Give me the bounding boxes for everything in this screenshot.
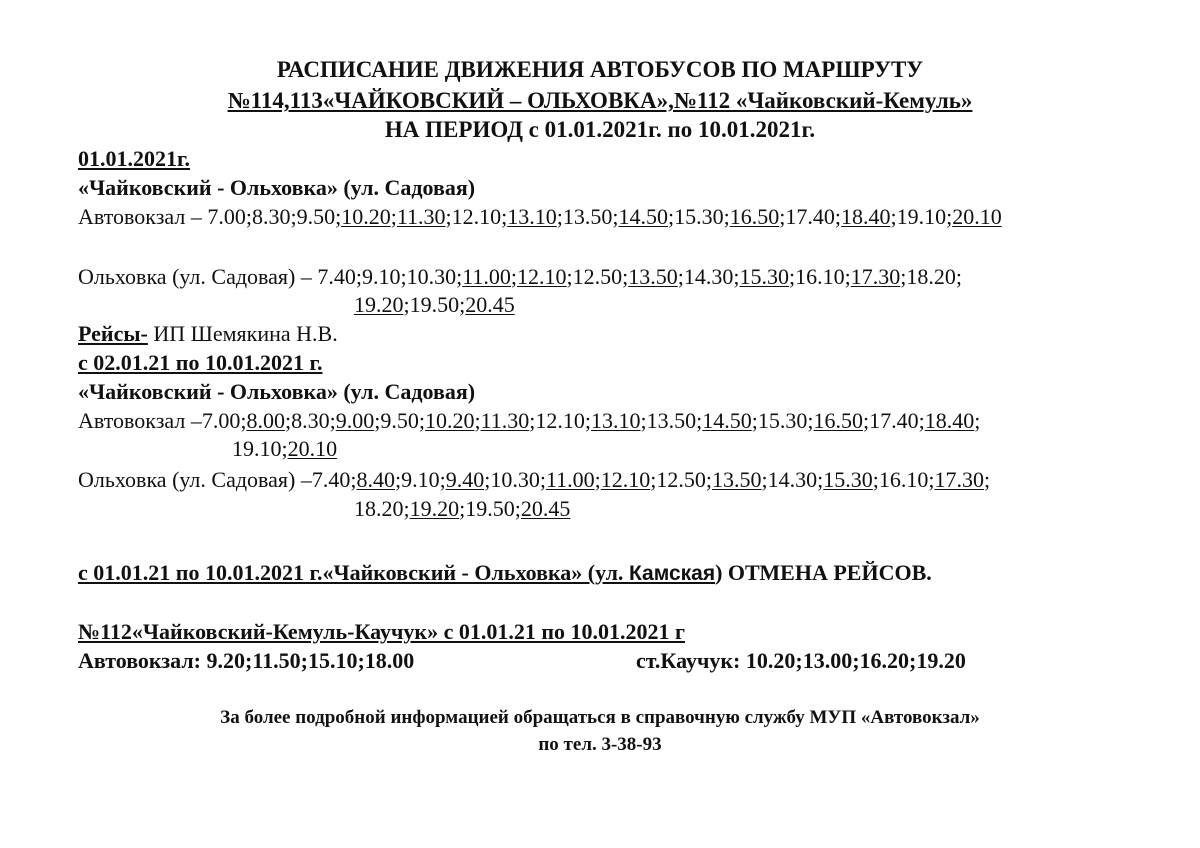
time-entry: 19.10 [896, 204, 947, 229]
time-entry: 12.10 [600, 467, 651, 492]
time-entry: 12.50 [656, 467, 706, 492]
time-entry: 13.50 [646, 408, 697, 433]
section1-depot-times: 7.00;8.30;9.50;10.20;11.30;12.10;13.10;13.50;14.50;15.30;16.50;17.40;18.40;19.10;20.10 [207, 204, 1002, 229]
route112-kauchuk-times: ст.Каучук: 10.20;13.00;16.20;19.20 [636, 648, 966, 673]
time-entry: 11.00 [462, 264, 511, 289]
time-entry: 12.50 [572, 264, 623, 289]
time-entry: 18.40 [841, 204, 891, 229]
section2-date: с 02.01.21 по 10.01.2021 г. [78, 350, 323, 375]
time-entry: 11.30 [396, 204, 446, 229]
cancellation-status: ОТМЕНА РЕЙСОВ. [722, 560, 932, 585]
time-entry: 9.10 [401, 467, 440, 492]
cancellation-bracket: ) [715, 560, 723, 585]
time-entry: 15.30 [757, 408, 808, 433]
time-entry: 16.10 [795, 264, 845, 289]
time-entry: 16.10 [878, 467, 929, 492]
section2-route: «Чайковский - Ольховка» (ул. Садовая) [78, 379, 476, 404]
time-entry: 9.00 [335, 408, 375, 433]
time-entry: 13.50 [562, 204, 613, 229]
section1-route: «Чайковский - Ольховка» (ул. Садовая) [78, 175, 476, 200]
time-entry: 9.10 [361, 264, 401, 289]
section1-carrier [78, 323, 338, 345]
time-entry: 10.30 [490, 467, 540, 492]
section1-depot-prefix: Автовокзал – [78, 204, 208, 229]
time-entry: 7.40 [311, 467, 351, 492]
section1-olkhovka-prefix: Ольховка (ул. Садовая) – [78, 264, 318, 289]
time-entry: 13.50 [628, 264, 678, 289]
time-entry: 20.45 [465, 292, 515, 317]
time-entry: 17.40 [785, 204, 835, 229]
header-title: РАСПИСАНИЕ ДВИЖЕНИЯ АВТОБУСОВ ПО МАРШРУТУ [276, 57, 924, 82]
time-entry: 13.50 [712, 467, 762, 492]
cancellation-period: с 01.01.21 по 10.01.2021 г.«Чайковский - Ольховка» (ул. [78, 560, 629, 585]
time-entry: 20.10 [952, 204, 1002, 229]
time-entry: 19.20 [354, 292, 404, 317]
section1-olkhovka-times-1: 7.40;9.10;10.30;11.00;12.10;12.50;13.50;14.30;15.30;16.10;17.30;18.20; [317, 264, 963, 289]
section2-olkhovka-times-1: 7.40;8.40;9.10;9.40;10.30;11.00;12.10;12.50;13.50;14.30;15.30;16.10;17.30; [311, 467, 991, 492]
time-entry: 19.10 [232, 436, 282, 461]
section2-olkhovka-line2 [354, 498, 570, 520]
time-entry: 19.50 [409, 292, 460, 317]
time-entry: 10.20 [424, 408, 475, 433]
time-entry: 9.50 [380, 408, 419, 433]
time-entry: 7.00 [207, 204, 246, 229]
time-entry: 7.40 [317, 264, 356, 289]
time-entry: 19.50 [465, 496, 515, 521]
section2-olkhovka-times-2: 18.20;19.20;19.50;20.45 [354, 496, 571, 521]
section2-depot-line1 [78, 410, 980, 432]
route112-depot-times: Автовокзал: 9.20;11.50;15.10;18.00 [78, 648, 415, 673]
time-entry: 13.10 [591, 408, 641, 433]
time-entry: 13.10 [507, 204, 557, 229]
time-entry: 11.00 [545, 467, 595, 492]
time-entry: 14.50 [702, 408, 752, 433]
time-entry: 17.30 [850, 264, 901, 289]
section2-olkhovka-line1 [78, 469, 990, 491]
time-entry: 9.50 [296, 204, 336, 229]
time-entry: 20.10 [287, 436, 338, 461]
time-entry: 19.20 [409, 496, 460, 521]
section1-olkhovka-line1 [78, 266, 962, 288]
time-entry: 7.00 [201, 408, 241, 433]
time-entry: 18.20 [354, 496, 404, 521]
time-entry: 15.30 [674, 204, 724, 229]
time-entry: 16.50 [729, 204, 780, 229]
time-entry: 17.40 [869, 408, 919, 433]
section2-depot-times-1: 7.00;8.00;8.30;9.00;9.50;10.20;11.30;12.10;13.10;13.50;14.50;15.30;16.50;17.40;18.40; [201, 408, 981, 433]
cancellation-notice [78, 562, 932, 584]
time-entry: 8.30 [291, 408, 330, 433]
time-entry: 10.20 [341, 204, 391, 229]
carrier-label: Рейсы- [78, 321, 148, 346]
time-entry: 16.50 [813, 408, 864, 433]
section1-olkhovka-times-2: 19.20;19.50;20.45 [354, 292, 515, 317]
time-entry: 15.30 [823, 467, 873, 492]
time-entry: 18.40 [924, 408, 975, 433]
footer-info: За более подробной информацией обращаться в справочную службу МУП «Автовокзал» [220, 707, 980, 728]
section1-olkhovka-line2 [354, 294, 515, 316]
time-entry: 15.30 [739, 264, 790, 289]
section2-olkhovka-prefix: Ольховка (ул. Садовая) – [78, 467, 312, 492]
header-routes-text: №114,113«ЧАЙКОВСКИЙ – ОЛЬХОВКА»,№112 «Чайковский-Кемуль» [227, 88, 973, 113]
time-entry: 17.30 [934, 467, 985, 492]
section2-depot-times-2: 19.10;20.10 [232, 436, 338, 461]
time-entry: 8.40 [356, 467, 395, 492]
time-entry: 12.10 [535, 408, 585, 433]
time-entry: 8.30 [251, 204, 291, 229]
section2-depot-prefix: Автовокзал – [78, 408, 202, 433]
time-entry: 12.10 [517, 264, 567, 289]
time-entry: 14.50 [618, 204, 669, 229]
section2-depot-line2 [232, 438, 337, 460]
time-entry: 11.30 [480, 408, 530, 433]
time-entry: 10.30 [406, 264, 457, 289]
time-entry: 20.45 [520, 496, 571, 521]
footer-phone: по тел. 3-38-93 [538, 734, 662, 755]
time-entry: 14.30 [683, 264, 734, 289]
header-period: НА ПЕРИОД с 01.01.2021г. по 10.01.2021г. [384, 117, 816, 142]
time-entry: 12.10 [451, 204, 502, 229]
section1-date: 01.01.2021г. [78, 146, 191, 171]
time-entry: 8.00 [246, 408, 285, 433]
section1-depot-line [78, 206, 1002, 228]
header-routes [0, 89, 1200, 112]
time-entry: 14.30 [767, 467, 818, 492]
time-entry: 9.40 [445, 467, 485, 492]
carrier-name: ИП Шемякина Н.В. [147, 321, 338, 346]
route112-title: №112«Чайковский-Кемуль-Каучук» с 01.01.21 по 10.01.2021 г [78, 619, 685, 644]
time-entry: 18.20 [906, 264, 956, 289]
cancellation-street: Камская [628, 562, 716, 585]
